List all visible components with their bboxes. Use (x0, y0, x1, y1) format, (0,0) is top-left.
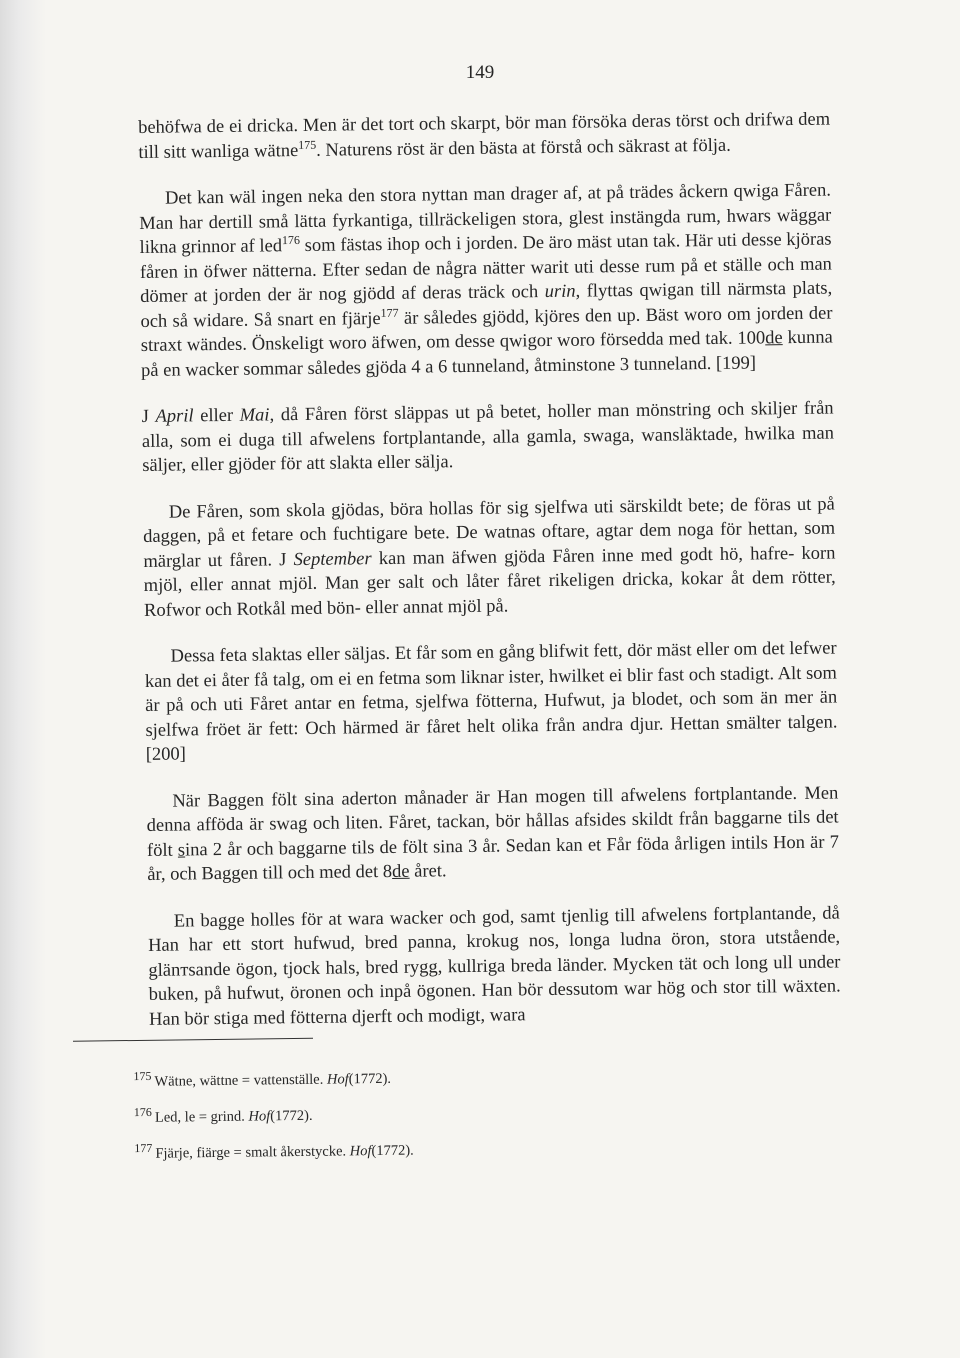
book-gutter-shadow (0, 0, 46, 1358)
footnote-text: Led, le = grind. (154, 1108, 249, 1126)
italic-text: urin (544, 281, 576, 303)
footnote-176 (134, 1101, 774, 1127)
footnote-175 (133, 1065, 773, 1091)
text-run: Dessa feta slaktas eller säljas. Et får som en gång blifwit fett, dör mäst eller om det lefwer kan det ei åter få talg, om ei en fetma som liknar ister, hwilket ei blir fast och stadigt. Alt som är på och uti Fåret antar en fetma, sjelfwa fötterna, Hufwut, ja blodet, och som än mer än sjelfwa fröet är fett: Och härmed är fåret helt olika från andra djur. Hettan smälter talgen. [200] (144, 638, 838, 765)
paragraph-p4 (143, 492, 836, 623)
text-run: En bagge holles för at wara wacker och god, samt tjenlig till afwelens fortplantande, då Han har ett stort hufwud, bred panna, krokug nos, longa ludna öron, stora utstående, glänтsande ögon, tjock hals, bred rygg, kullriga breda länder. Mycken tät och long ull under buken, på hufwut, öronen och inpå ögonen. Han bör dessutom war hög och stor till wäxten. Han bör stiga med fötterna djerft och modigt, wara (148, 902, 841, 1030)
footnote-number: 176 (133, 1104, 155, 1120)
paragraph-p5 (144, 637, 837, 768)
text-run: När Baggen fölt sina aderton månader är Han mogen till afwelens fortplantande. Men denna afföda är swag och liten. Fåret, tackan, bör hållas afsides skildt från baggarne tils det fölt (146, 782, 839, 861)
italic-text: April (155, 406, 194, 427)
footnote-rule (73, 1038, 313, 1042)
text-run: som fästas ihop och i jorden. De äro mäst utan tak. Här uti desse kjöras fåren in öfwer nätterna. Efter sedan de några nätter warit uti desse rum på et ställe och man dömer at jorden der är nog gjödd af deras träck och (139, 229, 832, 307)
text-run: eller (193, 405, 240, 427)
paragraph-p3 (142, 397, 835, 479)
text-run: , flyttas qwigan till närmsta plats, och så widare. Så snart en fjärje (140, 278, 833, 332)
underlined-text: s (177, 839, 186, 861)
paragraph-p6 (146, 781, 839, 887)
footnote-text: Wätne, wättne = vattenställe. (154, 1071, 328, 1090)
italic-text: September (293, 548, 372, 570)
paragraph-p1 (138, 108, 831, 165)
text-run: är således gjödd, kjöres den up. Bäst woro om jorden der straxt wändes. Önskeligt woro äfwen, om desse qwigor woro försedda med tak. 100 (140, 303, 833, 356)
page-number: 149 (465, 62, 495, 83)
footnote-number: 175 (133, 1068, 155, 1084)
underlined-text: de (765, 328, 783, 349)
footnote-marker: 176 (281, 232, 301, 248)
underlined-text: de (391, 861, 410, 882)
text-run: kunna på en wacker sommar således gjöda 4 a 6 tunneland, åtminstone 3 tunneland. [199] (140, 327, 833, 381)
text-run: ina 2 år och baggarne tils de fölt sina 3 år. Sedan kan et Får föda årligen intils Hon är 7 år, och Baggen till och med det 8 (147, 831, 840, 885)
text-run: . Naturens röst är den bästa at förstå och säkrast at följa. (316, 135, 731, 161)
footnote-year: (1772). (371, 1142, 414, 1160)
body-text (138, 108, 841, 1054)
paragraph-p2 (139, 179, 833, 383)
text-run: året. (409, 861, 447, 882)
footnote-marker: 177 (380, 305, 399, 320)
italic-text: Mai (239, 405, 270, 426)
text-run: Det kan wäl ingen neka den stora nyttan man drager af, at på trädes åckern qwiga Fåren. Man har dertill små lätta fyrkantiga, tillräckeligen stora, glest instängda rum, hwars wäggar likna grinnor af led (139, 180, 832, 258)
text-run: kan man äfwen gjöda Fåren inne med godt hö, hafre- korn mjöl, eller annat mjöl. Man ger salt och låter fåret rikeligen dricka, kokar åt dem rötter, Rofwor och Rotkål med bön- eller annat mjöl på. (143, 543, 836, 621)
footnote-reference: Hof (349, 1143, 372, 1160)
paragraph-p7 (148, 901, 841, 1032)
text-run: J (141, 406, 156, 427)
footnote-year: (1772). (270, 1107, 313, 1125)
footnote-number: 177 (134, 1140, 156, 1156)
footnote-marker: 175 (298, 137, 317, 152)
footnote-177 (134, 1137, 774, 1163)
footnote-list (133, 1065, 774, 1163)
text-run: , då Fåren först släppas ut på betet, holler man mönstring och skiljer från alla, som ei duga till afwelens fortplantande, alla gamla, swaga, wansläktade, hwilka man säljer, eller gjöder för att slakta eller sälja. (141, 398, 835, 476)
footnote-reference: Hof (326, 1071, 349, 1088)
text-run: De Fåren, som skola gjödas, böra hollas för sig sjelfwa uti särskildt bete; de föras ut på daggen, på et fetare och fuchtigare bete. De watnas oftare, agtar dem noga för hettan, som märglar ut fåren. J (143, 494, 836, 572)
footnote-text: Fjärje, fiärge = smalt åkerstycke. (155, 1143, 350, 1162)
footnote-reference: Hof (248, 1108, 271, 1125)
text-run: behöfwa de ei dricka. Men är det tort och skarpt, bör man försöka deras törst och drifwa dem till sitt wanliga wätne (138, 109, 831, 163)
footnote-year: (1772). (348, 1070, 392, 1088)
footnotes (133, 1032, 775, 1181)
